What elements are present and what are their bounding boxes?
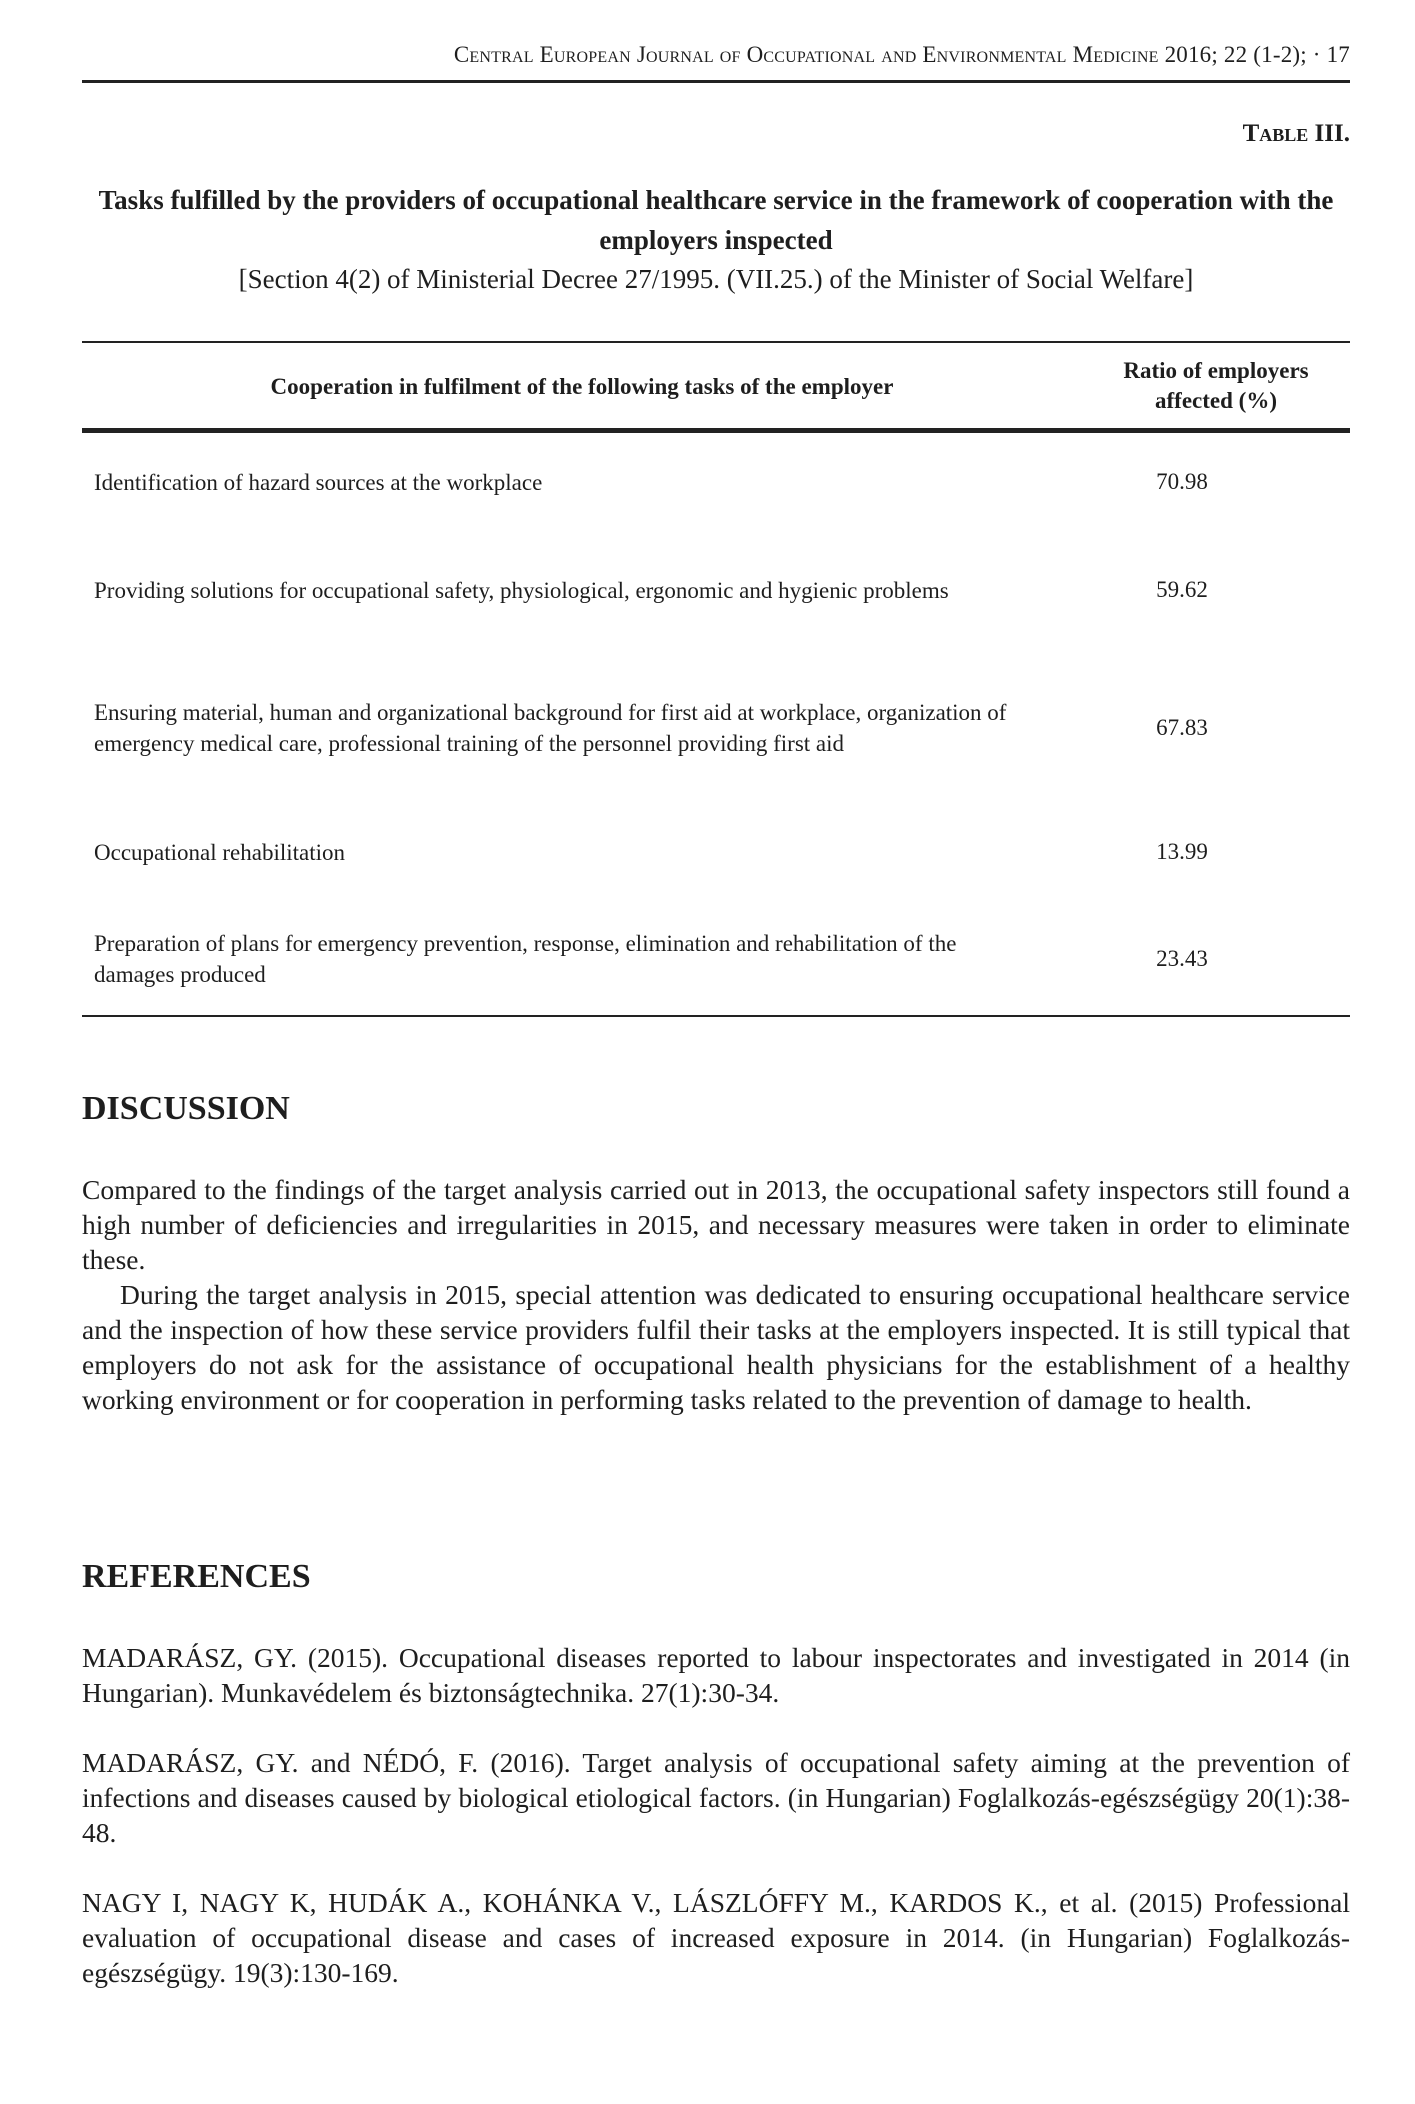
table-title: Tasks fulfilled by the providers of occupational healthcare service in the framework of cooperation with the employers inspected	[98, 185, 1334, 255]
discussion-heading: DISCUSSION	[82, 1090, 290, 1127]
discussion-paragraph: During the target analysis in 2015, special attention was dedicated to ensuring occupational healthcare service and the inspection of how these service providers fulfil their tasks at the employers inspected. It is still typical that employers do not ask for the assistance of occupational health physicians for the establishment of a healthy working environment or for cooperation in performing tasks related to the prevention of damage to health.	[82, 1279, 1350, 1415]
table-label: Table III.	[1242, 120, 1350, 147]
ratio-cell: 59.62	[1156, 577, 1208, 602]
table-row	[82, 555, 1350, 625]
table-row	[82, 462, 1350, 502]
task-cell: Preparation of plans for emergency prevention, response, elimination and rehabilitation of the damages produced	[94, 931, 957, 987]
task-cell: Identification of hazard sources at the workplace	[94, 469, 543, 495]
table-subtitle: [Section 4(2) of Ministerial Decree 27/1995. (VII.25.) of the Minister of Social Welfare]	[238, 264, 1194, 294]
running-head: Central European Journal of Occupational and Environmental Medicine 2016; 22 (1-2); · 17	[453, 42, 1350, 67]
task-cell: Providing solutions for occupational safety, physiological, ergonomic and hygienic problems	[94, 577, 949, 603]
column-header-ratio: Ratio of employers affected (%)	[1123, 358, 1309, 413]
task-cell: Ensuring material, human and organizational background for first aid at workplace, organization of emergency medical care, professional training of the personnel providing first aid	[94, 700, 1007, 756]
ratio-cell: 13.99	[1156, 839, 1208, 864]
task-cell: Occupational rehabilitation	[94, 839, 345, 865]
ratio-cell: 23.43	[1156, 946, 1208, 971]
references-heading: REFERENCES	[82, 1558, 311, 1595]
discussion-body	[82, 1172, 1350, 1417]
ratio-cell: 70.98	[1156, 469, 1208, 494]
table-top-rule	[82, 341, 1350, 343]
discussion-paragraph: Compared to the findings of the target analysis carried out in 2013, the occupational safety inspectors still found a high number of deficiencies and irregularities in 2015, and necessary measures were taken in order to eliminate these.	[82, 1174, 1350, 1275]
reference-item: NAGY I, NAGY K, HUDÁK A., KOHÁNKA V., LÁSZLÓFFY M., KARDOS K., et al. (2015) Professional evaluation of occupational disease and cases of increased exposure in 2014. (in Hungarian) Foglalkozás-egészségügy. 19(3):130-169.	[82, 1887, 1350, 1988]
header-rule	[82, 80, 1350, 83]
table-header-rule	[82, 428, 1350, 433]
table-bottom-rule	[82, 1015, 1350, 1017]
column-header-task: Cooperation in fulfilment of the following tasks of the employer	[270, 374, 894, 399]
reference-item: MADARÁSZ, GY. (2015). Occupational diseases reported to labour inspectorates and investigated in 2014 (in Hungarian). Munkavédelem és biztonságtechnika. 27(1):30-34.	[82, 1642, 1350, 1708]
ratio-cell: 67.83	[1156, 715, 1208, 740]
table-row	[82, 924, 1350, 994]
table-row	[82, 678, 1350, 778]
table-row	[82, 832, 1350, 872]
reference-item: MADARÁSZ, GY. and NÉDÓ, F. (2016). Target analysis of occupational safety aiming at the prevention of infections and diseases caused by biological etiological factors. (in Hungarian) Foglalkozás-egészségügy 20(1):38-48.	[82, 1747, 1350, 1848]
